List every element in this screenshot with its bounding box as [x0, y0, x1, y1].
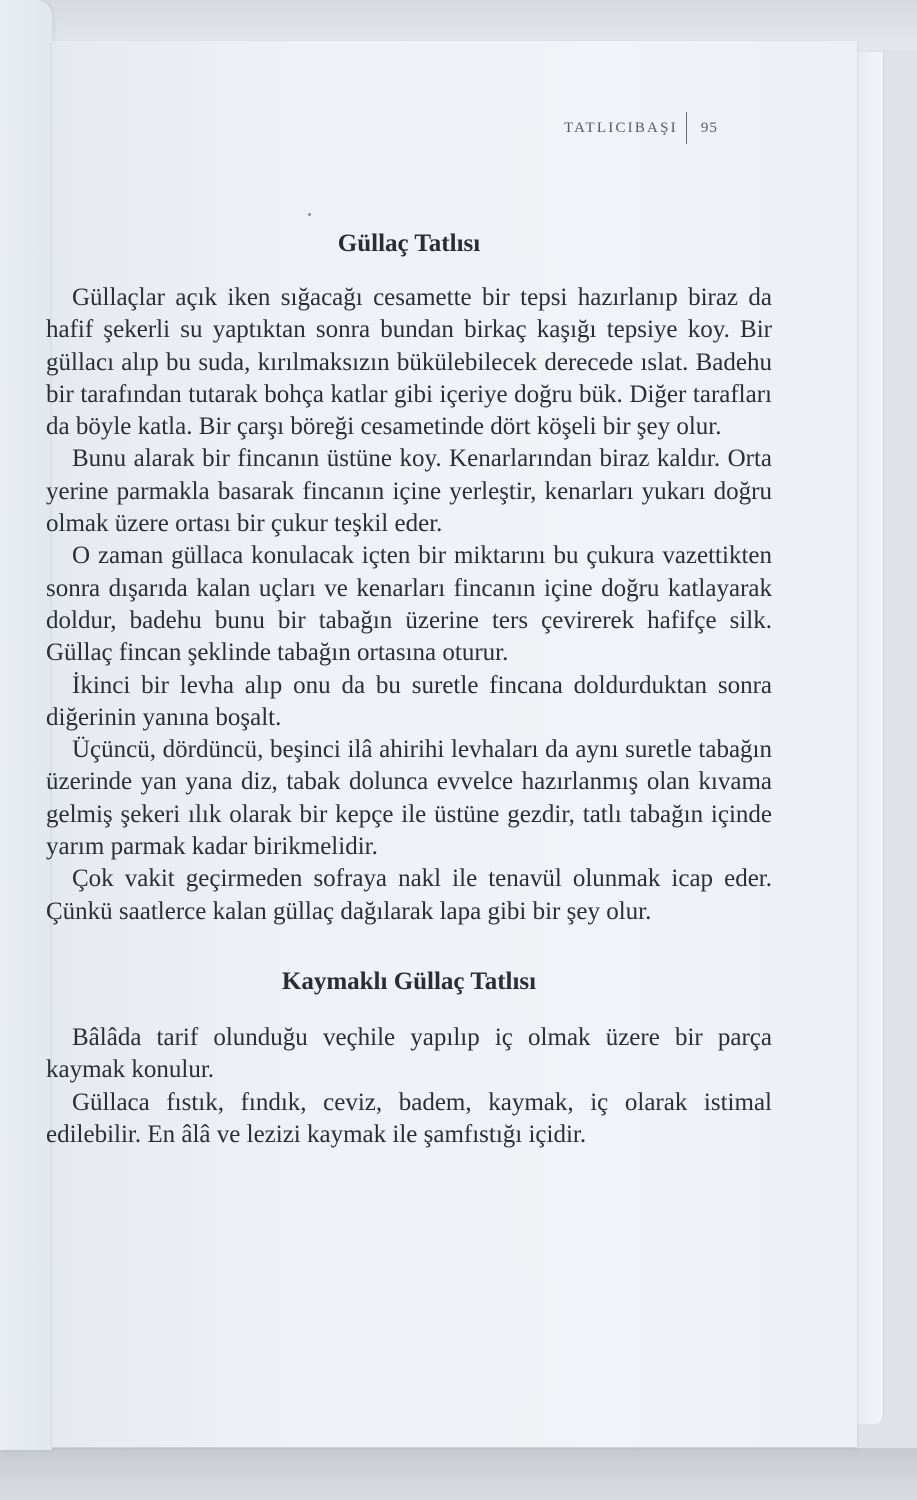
print-speck	[308, 213, 311, 216]
page-number: 95	[700, 119, 718, 136]
running-head-title: TATLICIBAŞI	[564, 119, 678, 136]
paragraph: Bunu alarak bir fincanın üstüne koy. Kenarlarından biraz kaldır. Orta yerine parmakla basarak fincanın içine yerleştir, kenarları yukarı doğru olmak üzere ortası bir çukur teşkil eder.	[46, 445, 772, 538]
paragraph: Çok vakit geçirmeden sofraya nakl ile tenavül olunmak icap eder. Çünkü saatlerce kalan güllaç dağılarak lapa gibi bir şey olur.	[46, 865, 772, 925]
page-body	[46, 228, 772, 1151]
paragraph: Üçüncü, dördüncü, beşinci ilâ ahirihi levhaları da aynı suretle tabağın üzerinde yan yana diz, tabak dolunca evvelce hazırlanmış olan kıvama gelmiş şekeri ılık olarak bir kepçe ile üstüne gezdir, tatlı tabağın içinde yarım parmak kadar birikmelidir.	[46, 736, 772, 861]
running-head	[564, 112, 718, 144]
facing-page-edge	[0, 0, 52, 1450]
paragraph: İkinci bir levha alıp onu da bu suretle fincana doldurduktan sonra diğerinin yanına boşalt.	[46, 671, 772, 731]
paragraph: Güllaçlar açık iken sığacağı cesamette bir tepsi hazırlanıp biraz da hafif şekerli su yaptıktan sonra bundan birkaç kaşığı tepsiye koy. Bir güllacı alıp bu suda, kırılmaksızın bükülebilecek derecede ıslat. Badehu bir tarafından tutarak bohça katlar gibi içeriye doğru bük. Diğer tarafları da böyle katla. Bir çarşı böreği cesametinde dört köşeli bir şey olur.	[46, 284, 772, 441]
page-stack-edge	[857, 52, 884, 1424]
paragraph: O zaman güllaca konulacak içten bir miktarını bu çukura vazettikten sonra dışarıda kalan uçları ve kenarları fincanın içine doğru katlayarak doldur, badehu bunu bir tabağın üzerine ters çevirerek hafifçe silk. Güllaç fincan şeklinde tabağın ortasına oturur.	[46, 542, 772, 667]
paragraph: Bâlâda tarif olunduğu veçhile yapılıp iç olmak üzere bir parça kaymak konulur.	[46, 1023, 772, 1084]
section-heading: Güllaç Tatlısı	[337, 230, 481, 257]
running-head-divider	[686, 112, 687, 144]
table-surface	[0, 1448, 917, 1500]
recipe-section-gullac	[46, 228, 772, 928]
paragraph: Güllaca fıstık, fındık, ceviz, badem, kaymak, iç olarak istimal edilebilir. En âlâ ve lezizi kaymak ile şamfıstığı içidir.	[46, 1088, 772, 1148]
section-heading: Kaymaklı Güllaç Tatlısı	[281, 967, 537, 995]
recipe-section-kaymakli-gullac	[46, 966, 772, 1151]
